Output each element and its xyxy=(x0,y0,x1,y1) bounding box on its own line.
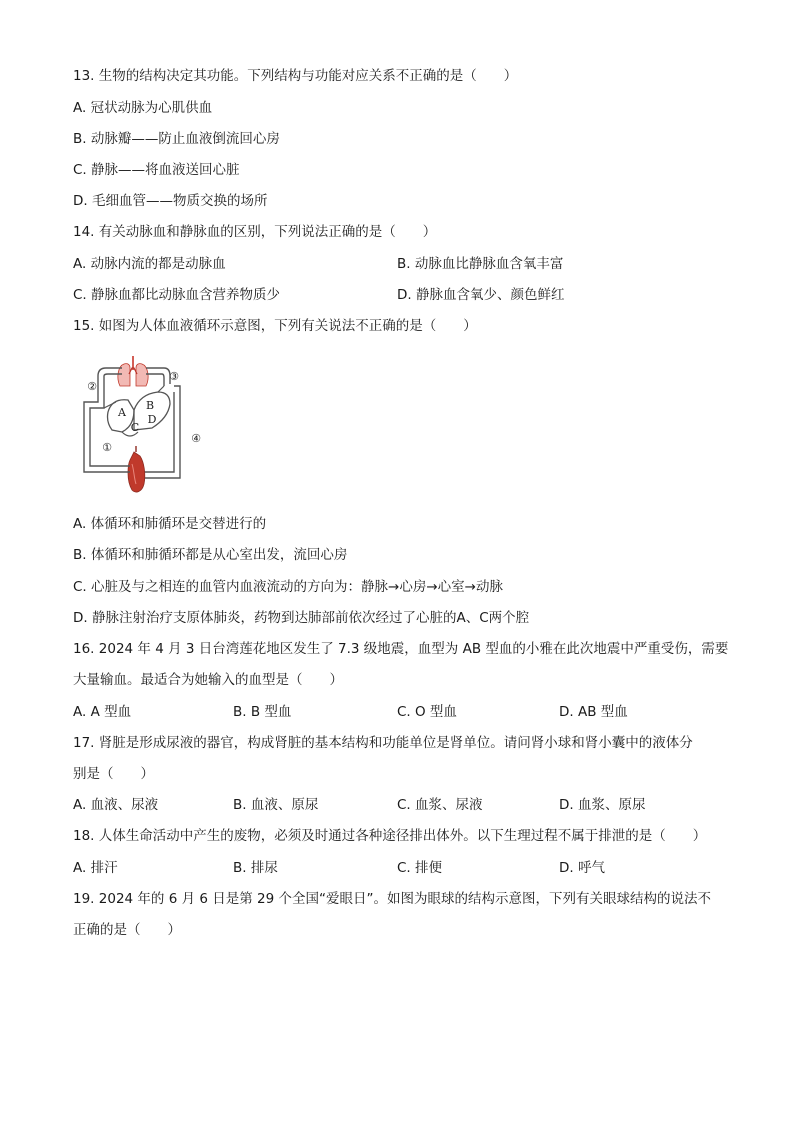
q15-stem: 15. 如图为人体血液循环示意图，下列有关说法不正确的是（ ） xyxy=(73,318,477,334)
lungs-illustration xyxy=(118,356,148,386)
q18-option-c: C. 排便 xyxy=(397,860,443,876)
q17-option-c: C. 血浆、尿液 xyxy=(397,797,483,813)
q15-option-b: B. 体循环和肺循环都是从心室出发，流回心房 xyxy=(73,547,348,563)
q13-option-a: A. 冠状动脉为心肌供血 xyxy=(73,100,213,116)
diagram-label-4: ④ xyxy=(191,432,201,445)
q16-option-a: A. A 型血 xyxy=(73,704,132,720)
q17-option-b: B. 血液、原尿 xyxy=(233,797,319,813)
q17-option-a: A. 血液、尿液 xyxy=(73,797,159,813)
diagram-label-1: ① xyxy=(102,441,112,454)
q15-option-c: C. 心脏及与之相连的血管内血液流动的方向为：静脉→心房→心室→动脉 xyxy=(73,579,503,595)
diagram-label-D: D xyxy=(147,413,157,426)
q14-option-b: B. 动脉血比静脉血含氧丰富 xyxy=(397,256,564,272)
q18-option-d: D. 呼气 xyxy=(559,860,605,876)
q16-option-c: C. O 型血 xyxy=(397,704,457,720)
q14-option-c: C. 静脉血都比动脉血含营养物质少 xyxy=(73,287,281,303)
q16-stem-line2: 大量输血。最适合为她输入的血型是（ ） xyxy=(73,672,343,688)
q13-option-c: C. 静脉——将血液送回心脏 xyxy=(73,162,240,178)
q17-option-d: D. 血浆、原尿 xyxy=(559,797,646,813)
q19-stem-line2: 正确的是（ ） xyxy=(73,922,181,938)
q19-stem-line1: 19. 2024 年的 6 月 6 日是第 29 个全国“爱眼日”。如图为眼球的结构示意图，下列有关眼球结构的说法不 xyxy=(73,891,711,907)
diagram-label-2: ② xyxy=(87,380,97,393)
q13-option-b: B. 动脉瓣——防止血液倒流回心房 xyxy=(73,131,280,147)
diagram-label-B: B xyxy=(145,399,155,412)
q16-option-b: B. B 型血 xyxy=(233,704,292,720)
q15-option-a: A. 体循环和肺循环是交替进行的 xyxy=(73,516,267,532)
organ-illustration xyxy=(128,446,145,492)
q17-stem-line1: 17. 肾脏是形成尿液的器官，构成肾脏的基本结构和功能单位是肾单位。请问肾小球和肾小囊中的液体分 xyxy=(73,735,693,751)
q14-option-a: A. 动脉内流的都是动脉血 xyxy=(73,256,226,272)
blood-circulation-diagram xyxy=(78,352,218,500)
q13-option-d: D. 毛细血管——物质交换的场所 xyxy=(73,193,268,209)
q13-stem: 13. 生物的结构决定其功能。下列结构与功能对应关系不正确的是（ ） xyxy=(73,68,518,84)
q18-stem: 18. 人体生命活动中产生的废物，必须及时通过各种途径排出体外。以下生理过程不属于排泄的是（ ） xyxy=(73,828,707,844)
diagram-label-C: C xyxy=(130,421,140,434)
q14-option-d: D. 静脉血含氧少、颜色鲜红 xyxy=(397,287,565,303)
q18-option-b: B. 排尿 xyxy=(233,860,278,876)
q18-option-a: A. 排汗 xyxy=(73,860,118,876)
q15-option-d: D. 静脉注射治疗支原体肺炎，药物到达肺部前依次经过了心脏的A、C两个腔 xyxy=(73,610,530,626)
q16-option-d: D. AB 型血 xyxy=(559,704,628,720)
q14-stem: 14. 有关动脉血和静脉血的区别，下列说法正确的是（ ） xyxy=(73,224,437,240)
diagram-label-A: A xyxy=(118,406,126,419)
q17-stem-line2: 别是（ ） xyxy=(73,766,154,782)
q16-stem-line1: 16. 2024 年 4 月 3 日台湾莲花地区发生了 7.3 级地震，血型为 AB 型血的小雅在此次地震中严重受伤，需要 xyxy=(73,641,729,657)
diagram-label-3: ③ xyxy=(169,370,179,383)
